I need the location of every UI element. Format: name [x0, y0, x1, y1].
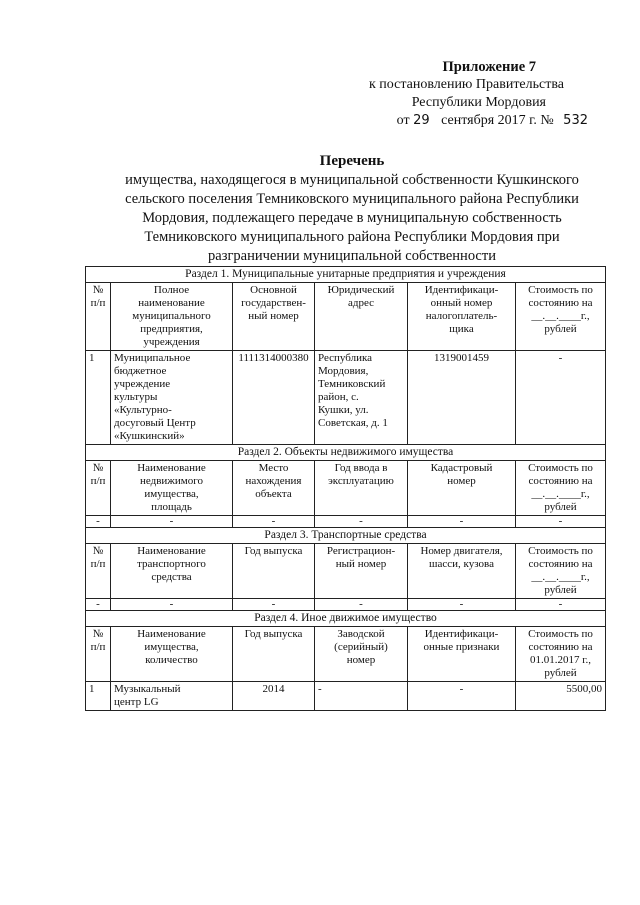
- heading-line: сельского поселения Темниковского муниципального района Республики: [125, 191, 579, 207]
- column-header: Наименование недвижимого имущества, площадь: [111, 461, 233, 516]
- column-header: № п/п: [86, 461, 111, 516]
- column-header: Стоимость по состоянию на __.__.____г., рублей: [516, 544, 606, 599]
- table-cell: -: [516, 351, 606, 445]
- table-cell: -: [315, 682, 408, 711]
- table-cell: Муниципальное бюджетное учреждение культуры «Культурно- досуговый Центр «Кушкинский»: [111, 351, 233, 445]
- table-header-row: [86, 627, 606, 682]
- table-row: [86, 351, 606, 445]
- column-header: Стоимость по состоянию на __.__.____г., рублей: [516, 283, 606, 351]
- column-header: № п/п: [86, 544, 111, 599]
- table-cell: -: [111, 516, 233, 528]
- column-header: № п/п: [86, 283, 111, 351]
- table-row: [86, 599, 606, 611]
- table-header-row: [86, 461, 606, 516]
- table-cell: -: [516, 599, 606, 611]
- column-header: Полное наименование муниципального предприятия, учреждения: [111, 283, 233, 351]
- appendix-title: Приложение 7: [442, 59, 536, 75]
- section-title-row: [86, 445, 606, 461]
- table-cell: -: [315, 599, 408, 611]
- date-number: 532: [563, 113, 588, 128]
- appendix-block: [340, 58, 590, 130]
- table-cell: -: [86, 516, 111, 528]
- table-cell: -: [516, 516, 606, 528]
- column-header: Наименование имущества, количество: [111, 627, 233, 682]
- table-row: [86, 516, 606, 528]
- document-heading: [92, 152, 612, 266]
- table-cell: 2014: [233, 682, 315, 711]
- section-title: Раздел 3. Транспортные средства: [86, 528, 606, 544]
- column-header: Регистрацион- ный номер: [315, 544, 408, 599]
- column-header: Год выпуска: [233, 627, 315, 682]
- appendix-date: [340, 112, 588, 130]
- table-cell: 1319001459: [408, 351, 516, 445]
- column-header: Основной государствен- ный номер: [233, 283, 315, 351]
- table-cell: -: [111, 599, 233, 611]
- column-header: Стоимость по состоянию на __.__.____г., рублей: [516, 461, 606, 516]
- property-table: [85, 266, 606, 711]
- column-header: Год ввода в эксплуатацию: [315, 461, 408, 516]
- heading-line: Мордовия, подлежащего передаче в муниципальную собственность: [142, 210, 562, 226]
- table-cell: 1111314000380: [233, 351, 315, 445]
- table-cell: -: [315, 516, 408, 528]
- column-header: Идентификаци- онные признаки: [408, 627, 516, 682]
- column-header: Место нахождения объекта: [233, 461, 315, 516]
- table-cell: Республика Мордовия, Темниковский район, с. Кушки, ул. Советская, д. 1: [315, 351, 408, 445]
- section-title: Раздел 2. Объекты недвижимого имущества: [86, 445, 606, 461]
- table-cell: -: [408, 516, 516, 528]
- heading-line: разграничении муниципальной собственности: [208, 248, 496, 264]
- table-cell: 1: [86, 351, 111, 445]
- appendix-line-1: к постановлению Правительства: [368, 77, 564, 92]
- table-cell: 1: [86, 682, 111, 711]
- column-header: Юридический адрес: [315, 283, 408, 351]
- heading-line: имущества, находящегося в муниципальной собственности Кушкинского: [125, 172, 579, 188]
- column-header: Наименование транспортного средства: [111, 544, 233, 599]
- column-header: Номер двигателя, шасси, кузова: [408, 544, 516, 599]
- table-cell: -: [86, 599, 111, 611]
- date-prefix: от: [396, 113, 410, 128]
- column-header: Стоимость по состоянию на 01.01.2017 г., рублей: [516, 627, 606, 682]
- heading-line: Темниковского муниципального района Республики Мордовия при: [144, 229, 560, 245]
- section-title: Раздел 1. Муниципальные унитарные предприятия и учреждения: [86, 267, 606, 283]
- column-header: № п/п: [86, 627, 111, 682]
- date-middle: сентября 2017 г. №: [441, 113, 554, 128]
- table-cell: -: [233, 599, 315, 611]
- table-header-row: [86, 544, 606, 599]
- table-cell: 5500,00: [516, 682, 606, 711]
- table-cell: -: [408, 682, 516, 711]
- section-title-row: [86, 611, 606, 627]
- table-row: [86, 682, 606, 711]
- table-cell: -: [408, 599, 516, 611]
- table-cell: Музыкальный центр LG: [111, 682, 233, 711]
- column-header: Кадастровый номер: [408, 461, 516, 516]
- section-title-row: [86, 267, 606, 283]
- column-header: Год выпуска: [233, 544, 315, 599]
- appendix-line-2: Республики Мордовия: [411, 95, 546, 110]
- section-title-row: [86, 528, 606, 544]
- column-header: Заводской (серийный) номер: [315, 627, 408, 682]
- section-title: Раздел 4. Иное движимое имущество: [86, 611, 606, 627]
- heading-title: Перечень: [319, 153, 385, 169]
- table-cell: -: [233, 516, 315, 528]
- date-day: 29: [413, 113, 430, 128]
- table-header-row: [86, 283, 606, 351]
- column-header: Идентификаци- онный номер налогоплатель- щика: [408, 283, 516, 351]
